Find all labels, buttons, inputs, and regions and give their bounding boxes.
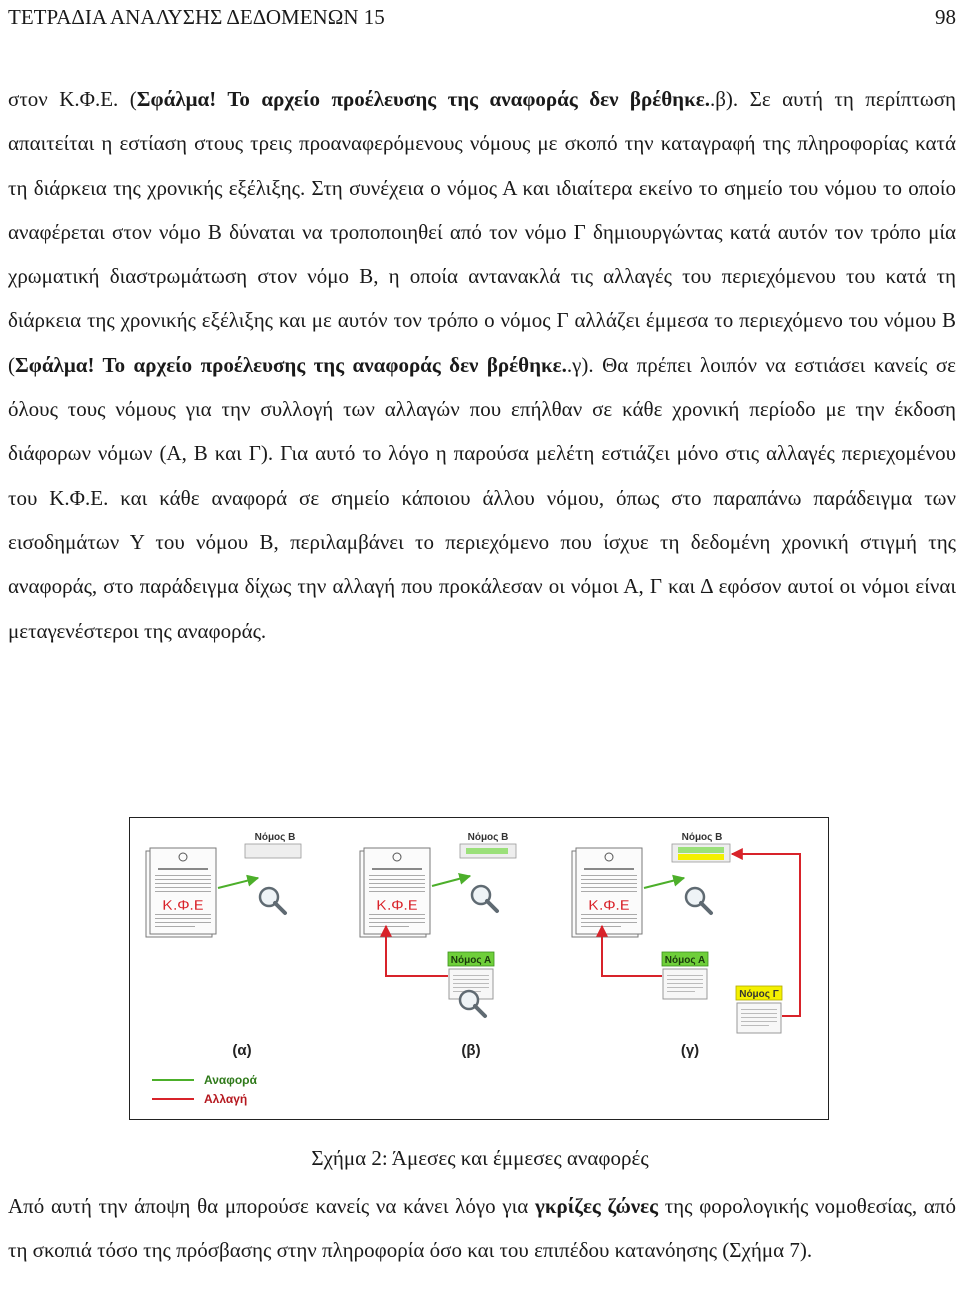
panel-label-b: (β)	[461, 1042, 481, 1059]
panel-label-c: (γ)	[680, 1042, 700, 1059]
kfe-document-a	[150, 848, 216, 934]
highlight-yellow-c	[678, 854, 724, 860]
magnifier-icon	[472, 886, 497, 911]
kfe-document-c	[576, 848, 642, 934]
emphasis-grey-zones: γκρίζες ζώνες	[535, 1194, 659, 1218]
law-b-label-b: Νόμος Β	[467, 832, 509, 843]
text-run: Από αυτή την άποψη θα μπορούσε κανείς να κάνει λόγο για	[8, 1194, 536, 1218]
page-header	[8, 4, 956, 30]
text-run: της φορολογικής νομοθεσίας, από τη σκοπιά τόσο της πρόσβασης στην πληροφορία όσο και του επιπέδου κατανόησης (Σχήμα 7).	[8, 1194, 956, 1263]
reference-arrow-b	[432, 876, 470, 886]
highlight-green-b	[466, 848, 508, 854]
paragraph-1	[8, 77, 956, 653]
reference-error-1: Σφάλμα! Το αρχείο προέλευσης της αναφοράς δεν βρέθηκε.	[136, 87, 710, 111]
text-run: στον Κ.Φ.Ε. (	[8, 87, 137, 111]
header-title: ΤΕΤΡΑΔΙΑ ΑΝΑΛΥΣΗΣ ΔΕΔΟΜΕΝΩΝ 15	[8, 5, 385, 29]
kfe-stamp-c: Κ.Φ.Ε	[588, 897, 630, 914]
kfe-stamp-a: Κ.Φ.Ε	[162, 897, 204, 914]
reference-arrow-c	[644, 878, 684, 888]
magnifier-icon	[260, 888, 285, 913]
figure-diagram	[130, 818, 827, 1118]
highlight-green-c	[678, 847, 724, 853]
law-c-doc	[737, 1003, 781, 1033]
paragraph-2	[8, 1184, 956, 1273]
reference-arrow-a	[218, 878, 258, 888]
text-run: .γ). Θα πρέπει λοιπόν να εστιάσει κανείς σε όλους τους νόμους για την συλλογή των αλλαγών που επήλθαν σε κάθε χρονική περίοδο με την έκδοση διάφορων νόμων (Α, Β και Γ). Για αυτό το λόγο η παρούσα μελέτη εστιάζει μόνο στις αλλαγές περιεχομένου του Κ.Φ.Ε. και κάθε αναφορά σε σημείο κάποιου άλλου νόμου, όπως στο παραπάνω παράδειγμα των εισοδημάτων Υ του νόμου Β, περιλαμβάνει το περιεχόμενο που ίσχυε τη δεδομένη χρονική στιγμή της αναφοράς, στο παράδειγμα δίχως την αλλαγή που προκάλεσαν οι νόμοι Α, Γ και Δ εφόσον αυτοί οι νόμοι είναι μεταγενέστεροι της αναφοράς.	[8, 352, 956, 643]
figure-direct-indirect-references	[129, 817, 829, 1120]
panel-c	[572, 832, 800, 1059]
legend-reference-label: Αναφορά	[204, 1073, 257, 1087]
text-run: .β). Σε αυτή τη περίπτωση απαιτείται η εστίαση στους τρεις προαναφερόμενους νόμους με σκοπό την καταγραφή της πληροφορίας κατά τη διάρκεια της χρονικής εξέλιξης. Στη συνέχεια ο νόμος Α και ιδιαίτερα εκείνο το σημείο του νόμου το οποίο αναφέρεται στον νόμο Β δύναται να τροποποιηθεί από τον νόμο Γ δημιουργώντας κατά αυτόν τον τρόπο μία χρωματική διαστρωμάτωση στον νόμο Β, η οποία αντανακλά τις αλλαγές του περιεχόμενου του κατά τη διάρκεια της χρονικής εξέλιξης και με αυτόν τον τρόπο ο νόμος Γ αλλάζει έμμεσα το περιεχόμενο του νόμου Β (	[8, 87, 956, 377]
magnifier-icon	[686, 888, 711, 913]
page-number: 98	[935, 5, 956, 29]
law-b-label-c: Νόμος Β	[681, 832, 723, 843]
panel-a	[146, 832, 301, 1059]
figure-legend	[152, 1073, 258, 1106]
panel-b	[360, 832, 516, 1059]
law-a-label-b: Νόμος Α	[450, 955, 492, 966]
kfe-document-b	[364, 848, 430, 934]
law-b-doc-a	[245, 844, 301, 858]
law-a-doc-c	[663, 969, 707, 999]
kfe-stamp-b: Κ.Φ.Ε	[376, 897, 418, 914]
law-a-label-c: Νόμος Α	[664, 955, 706, 966]
reference-error-2: Σφάλμα! Το αρχείο προέλευσης της αναφοράς δεν βρέθηκε.	[15, 352, 567, 377]
legend-change-label: Αλλαγή	[204, 1092, 248, 1106]
panel-label-a: (α)	[232, 1042, 252, 1059]
figure-caption: Σχήμα 2: Άμεσες και έμμεσες αναφορές	[311, 1146, 649, 1170]
law-b-label-a: Νόμος Β	[254, 832, 296, 843]
law-c-label: Νόμος Γ	[739, 989, 779, 1000]
